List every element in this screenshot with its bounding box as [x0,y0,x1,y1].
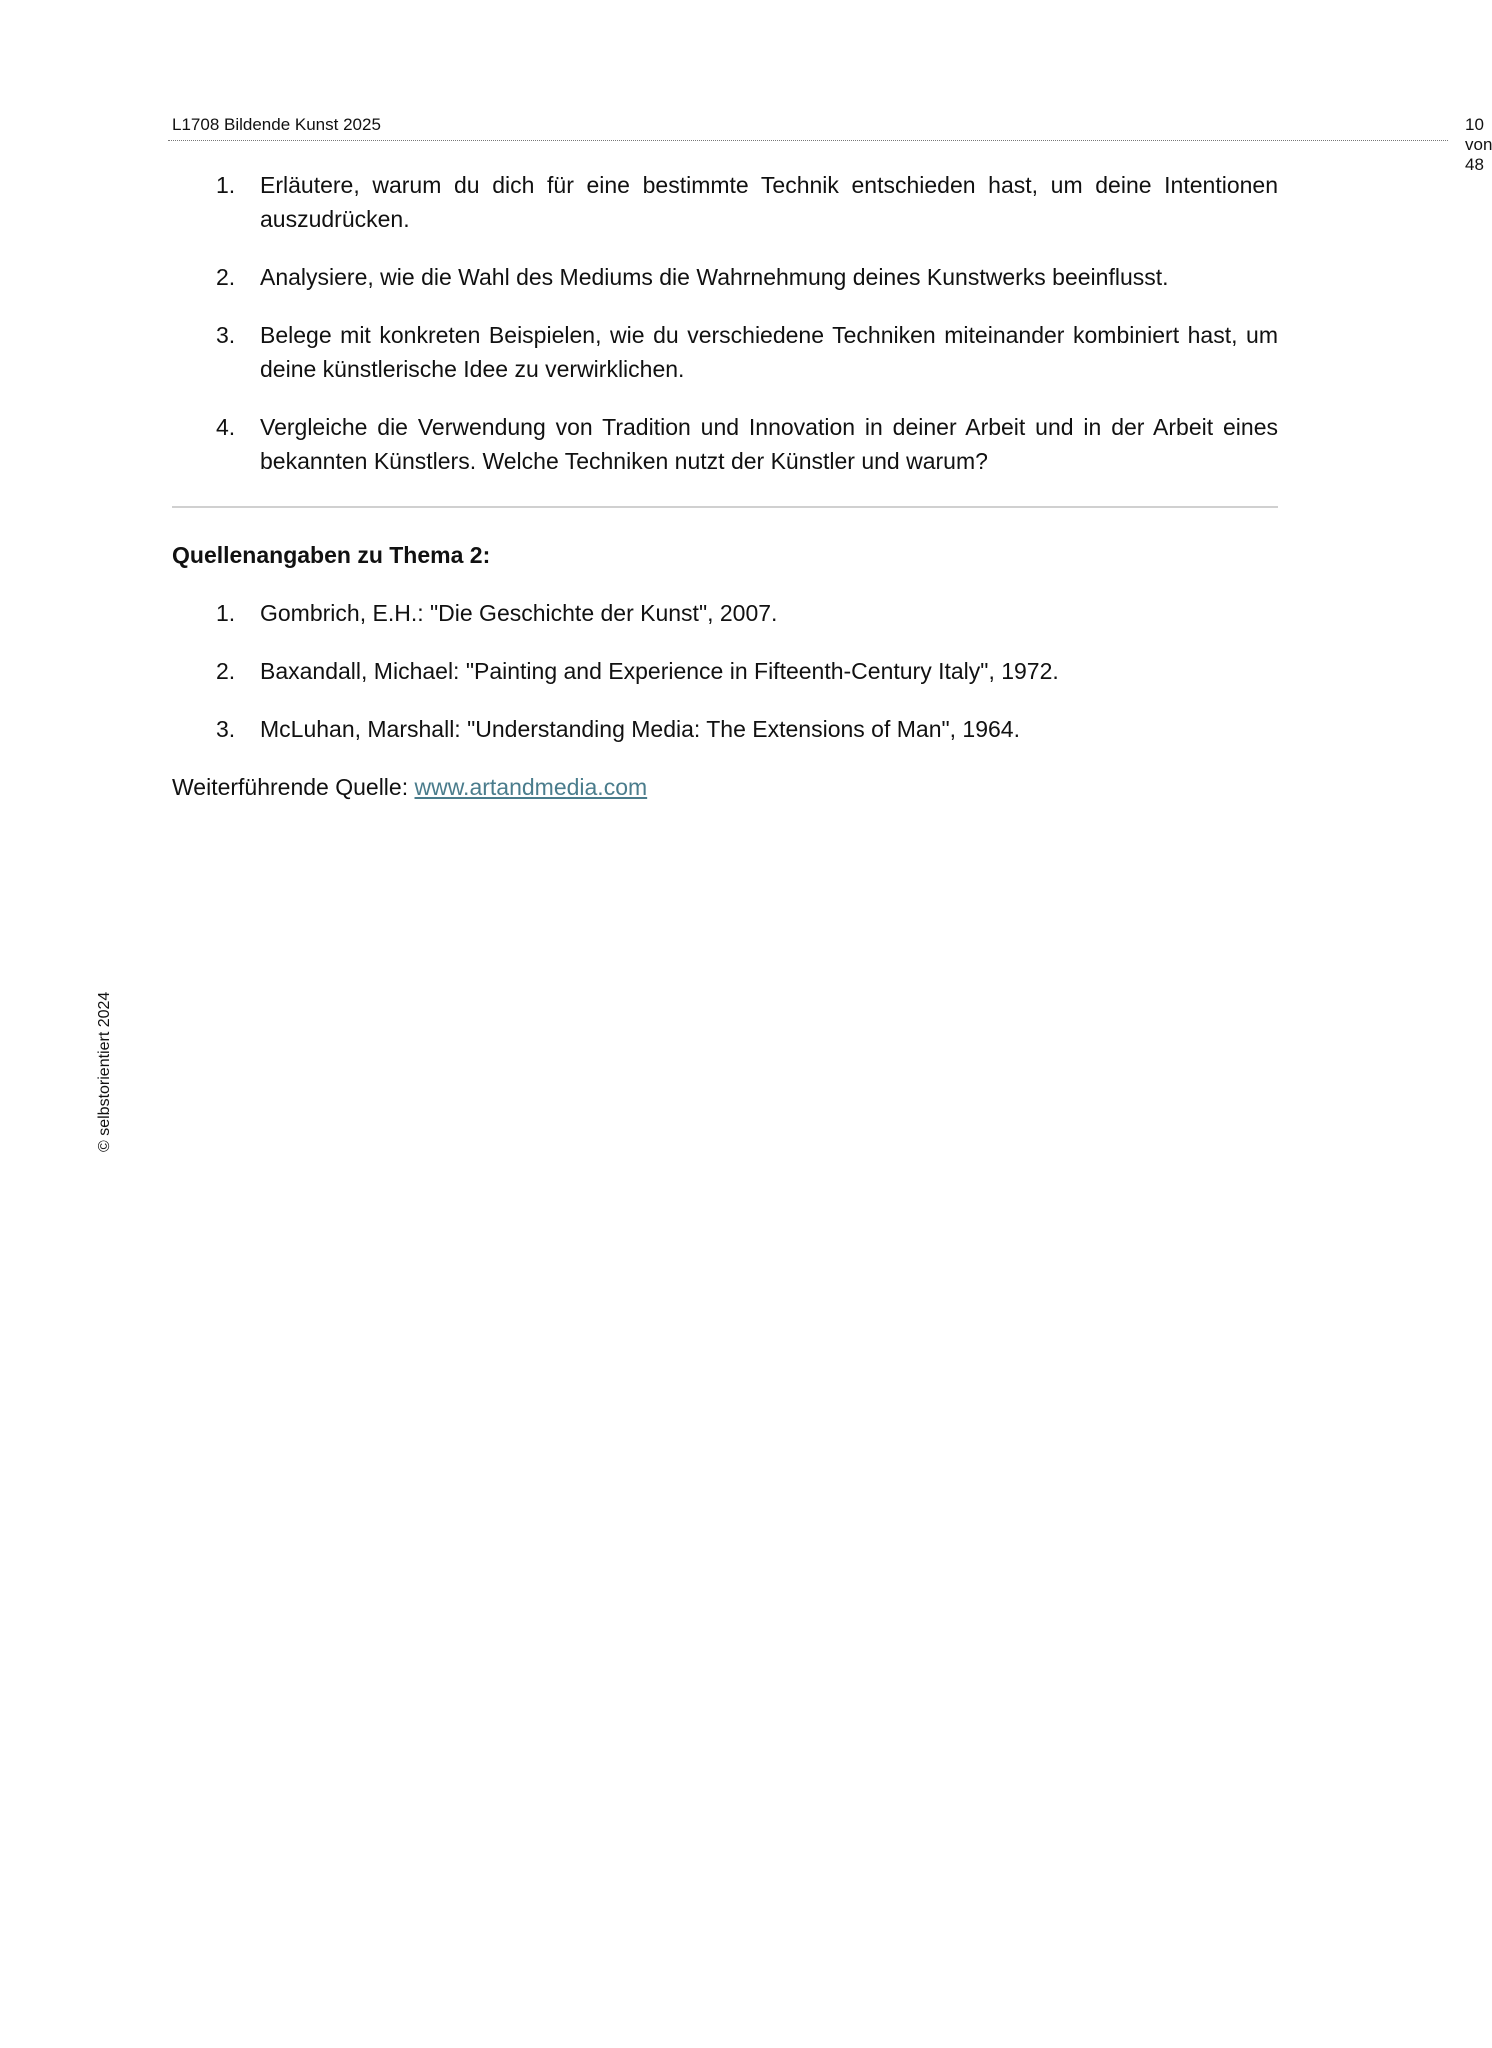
source-text: Baxandall, Michael: "Painting and Experience in Fifteenth-Century Italy", 1972. [260,658,1059,684]
source-number: 2. [216,658,236,684]
further-source-link[interactable]: www.artandmedia.com [414,774,648,800]
document-title: L1708 Bildende Kunst 2025 [172,115,381,134]
source-item [172,712,1278,746]
source-item [172,654,1278,688]
page-content [172,168,1278,804]
task-item [172,260,1278,294]
section-divider [172,506,1278,508]
sources-heading: Quellenangaben zu Thema 2: [172,542,491,568]
task-number: 1. [216,172,236,198]
task-text: Analysiere, wie die Wahl des Mediums die Wahrnehmung deines Kunstwerks beeinflusst. [260,264,1169,290]
page-number: 10 von 48 [1465,115,1492,174]
task-item [172,168,1278,236]
source-item [172,596,1278,630]
copyright-notice: © selbstorientiert 2024 [96,991,113,1152]
source-number: 1. [216,600,236,626]
task-text: Vergleiche die Verwendung von Tradition und Innovation in deiner Arbeit und in der Arbeit eines bekannten Künstlers. Welche Techniken nutzt der Künstler und warum? [260,414,1278,474]
task-number: 4. [216,414,236,440]
task-item [172,318,1278,386]
task-list [172,168,1278,478]
task-number: 3. [216,322,236,348]
source-text: Gombrich, E.H.: "Die Geschichte der Kunst", 2007. [260,600,778,626]
further-source [172,770,1278,804]
source-list [172,596,1278,746]
header-divider [168,140,1448,141]
source-number: 3. [216,716,236,742]
source-text: McLuhan, Marshall: "Understanding Media: The Extensions of Man", 1964. [260,716,1020,742]
further-source-label: Weiterführende Quelle: [172,774,409,800]
task-text: Erläutere, warum du dich für eine bestimmte Technik entschieden hast, um deine Intentionen auszudrücken. [260,172,1278,232]
task-text: Belege mit konkreten Beispielen, wie du verschiedene Techniken miteinander kombiniert hast, um deine künstlerische Idee zu verwirklichen. [260,322,1278,382]
task-item [172,410,1278,478]
task-number: 2. [216,264,236,290]
page-header [170,115,1492,174]
